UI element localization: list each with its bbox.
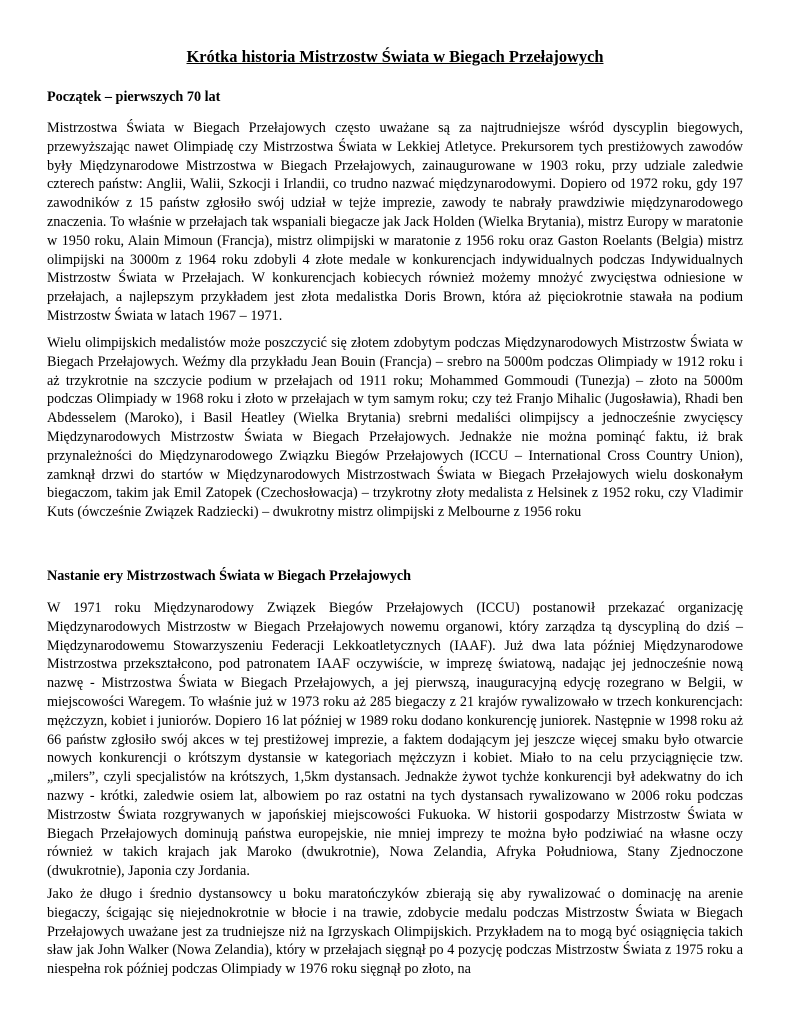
- paragraph-1: Mistrzostwa Świata w Biegach Przełajowych często uważane są za najtrudniejsze wśród dyscyplin biegowych, przewyższając nawet Olimpiadę czy Mistrzostwa Świata w Lekkiej Atletyce. Prekursorem tych prestiżowych zawodów były Międzynarodowe Mistrzostwa w Biegach Przełajowych, zainaugurowane w 1903 roku, przy udziale zaledwie czterech państw: Anglii, Walii, Szkocji i Irlandii, co trudno nazwać międzynarodowymi. Dopiero od 1972 roku, gdy 197 zawodników z 15 państw zgłosiło swój udział w tejże imprezie, zawody te nabrały prawdziwie międzynarodowego znaczenia. To właśnie w przełajach tak wspaniali biegacze jak Jack Holden (Wielka Brytania), mistrz Europy w maratonie w 1950 roku, Alain Mimoun (Francja), mistrz olimpijski w maratonie z 1956 roku oraz Gaston Roelants (Belgia) mistrz olimpijski na 3000m z 1964 roku zdobyli 4 złote medale w konkurencjach indywidualnych podczas Indywidualnych Mistrzostw Świata w Przełajach. W konkurencjach kobiecych również możemy mnożyć zwycięstwa odniesione w przełajach, a najlepszym przykładem jest złota medalistka Doris Brown, która aż pięciokrotnie stawała na podium Mistrzostw Świata w latach 1967 – 1971.: [47, 120, 743, 324]
- paragraph-4: Jako że długo i średnio dystansowcy u boku maratończyków zbierają się aby rywalizować o dominację na arenie biegaczy, ścigając się niejednokrotnie w błocie i na trawie, zdobycie medalu podczas Mistrzostw Świata w Biegach Przełajowych uważane jest za trudniejsze niż na Igrzyskach Olimpijskich. Przykładem na to mogą być osiągnięcia takich sław jak John Walker (Nowa Zelandia), który w przełajach sięgnął po 4 pozycję podczas Mistrzostw Świata z 1975 roku a niespełna rok później podczas Olimpiady w 1976 roku sięgnął po złoto, na: [47, 886, 743, 978]
- section-heading-era: Nastanie ery Mistrzostwach Świata w Biegach Przełajowych: [47, 568, 412, 584]
- section-heading-beginning: Początek – pierwszych 70 lat: [47, 89, 221, 105]
- paragraph-3: W 1971 roku Międzynarodowy Związek Biegów Przełajowych (ICCU) postanowił przekazać organizację Międzynarodowych Mistrzostw w Biegach Przełajowych nowemu organowi, który zarządza tą dyscypliną do dziś – Międzynarodowemu Stowarzyszeniu Federacji Lekkoatletycznych (IAAF). Już dwa lata później Międzynarodowe Mistrzostwa przekształcono, pod patronatem IAAF oczywiście, w imprezę światową, nadając jej jednocześnie nową nazwę - Mistrzostwa Świata w Biegach Przełajowych, a jej pierwszą, inauguracyjną edycję rozegrano w Belgii, w miejscowości Waregem. To właśnie już w 1973 roku aż 285 biegaczy z 21 krajów rywalizowało w trzech konkurencjach: mężczyzn, kobiet i juniorów. Dopiero 16 lat później w 1989 roku dodano konkurencję juniorek. Następnie w 1998 roku aż 66 państw zgłosiło swój akces w tej prestiżowej imprezie, a faktem dodającym jej jeszcze więcej smaku było otwarcie nowych konkurencji o krótszym dystansie w kategoriach mężczyzn i kobiet. Miało to na celu przyciągnięcie tzw. „milers”, czyli specjalistów na krótszych, 1,5km dystansach. Jednakże żywot tychże konkurencji był adekwatny do ich nazwy - krótki, zaledwie osiem lat, albowiem po raz ostatni na tych dystansach rywalizowano w 2006 roku podczas Mistrzostw Świata rozgrywanych w japońskiej miejscowości Fukuoka. W historii gospodarzy Mistrzostw Świata w Biegach Przełajowych dominują państwa europejskie, nie mniej imprezy te można było podziwiać na własne oczy również w takich krajach jak Maroko (dwukrotnie), Nowa Zelandia, Afryka Południowa, Stany Zjednoczone (dwukrotnie), Japonia czy Jordania.: [47, 600, 743, 880]
- document-title: Krótka historia Mistrzostw Świata w Biegach Przełajowych: [186, 47, 604, 66]
- paragraph-2: Wielu olimpijskich medalistów może poszczycić się złotem zdobytym podczas Międzynarodowych Mistrzostw Świata w Biegach Przełajowych. Weźmy dla przykładu Jean Bouin (Francja) – srebro na 5000m podczas Olimpiady w 1912 roku i aż trzykrotnie na szczycie podium w przełajach od 1911 roku; Mohammed Gommoudi (Tunezja) – złoto na 5000m podczas Olimpiady w 1968 roku i złoto w przełajach w tym samym roku; czy też Franjo Mihalic (Jugosławia), Rhadi ben Abdesselem (Maroko), i Basil Heatley (Wielka Brytania) srebrni medaliści olimpijscy a jednocześnie zwycięscy Międzynarodowych Mistrzostw Świata w Biegach Przełajowych. Jednakże nie można pominąć faktu, iż brak przynależności do Międzynarodowego Związku Biegów Przełajowych (ICCU – International Cross Country Union), zamknął drzwi do startów w Międzynarodowych Mistrzostwach Świata w Biegach Przełajowych wielu doskonałym biegaczom, takim jak Emil Zatopek (Czechosłowacja) – trzykrotny złoty medalista z Helsinek z 1952 roku, czy Vladimir Kuts (ówcześnie Związek Radziecki) – dwukrotny mistrz olimpijski z Melbourne z 1956 roku: [47, 335, 743, 521]
